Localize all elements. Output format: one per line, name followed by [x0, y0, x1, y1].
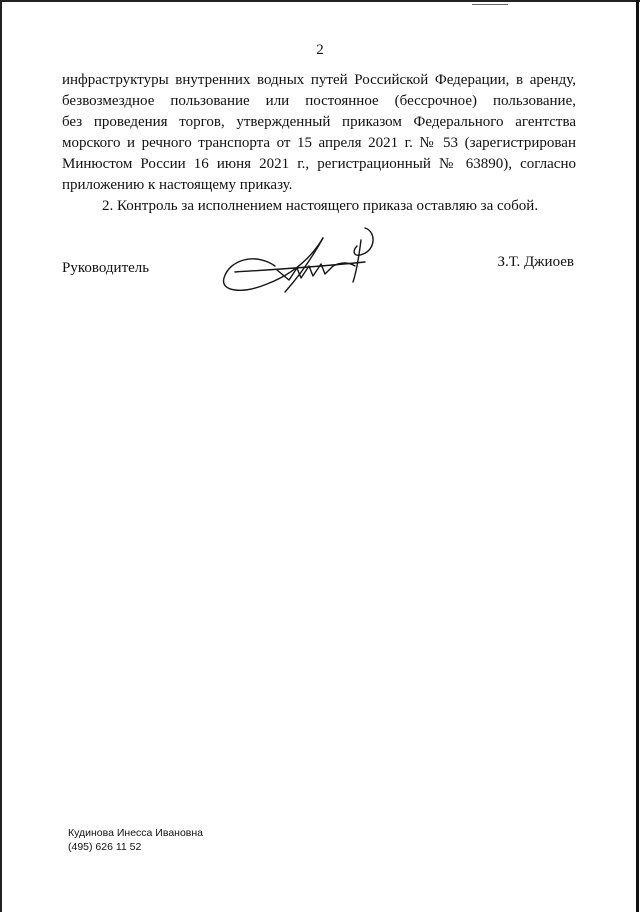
paragraph-1-line: безвозмездное пользование или постоянное (бессрочное) пользование, [62, 93, 576, 109]
executor-phone: (495) 626 11 52 [68, 841, 142, 853]
executor-block [68, 826, 203, 854]
paragraph-1-line: без проведения торгов, утвержденный приказом Федерального агентства [62, 114, 576, 130]
paragraph-1-line: Минюстом России 16 июня 2021 г., регистрационный № 63890), согласно [62, 156, 576, 172]
signature-position-label: Руководитель [62, 260, 150, 276]
scan-edge-left [0, 0, 2, 912]
paragraph-1-line: приложению к настоящему приказу. [62, 177, 293, 193]
signer-name: З.Т. Джиоев [497, 254, 574, 270]
handwritten-signature [215, 222, 385, 300]
paragraph-1-line: инфраструктуры внутренних водных путей Российской Федерации, в аренду, [62, 72, 576, 88]
paragraph-1-line: морского и речного транспорта от 15 апреля 2021 г. № 53 (зарегистрирован [62, 135, 576, 151]
scan-edge-top [0, 0, 640, 2]
scan-edge-right [636, 0, 639, 912]
scan-edge-mark [472, 4, 508, 5]
page-number: 2 [316, 42, 324, 58]
executor-name: Кудинова Инесса Ивановна [68, 827, 204, 839]
order-body-text [62, 70, 576, 217]
paragraph-2: 2. Контроль за исполнением настоящего приказа оставляю за собой. [102, 198, 539, 214]
